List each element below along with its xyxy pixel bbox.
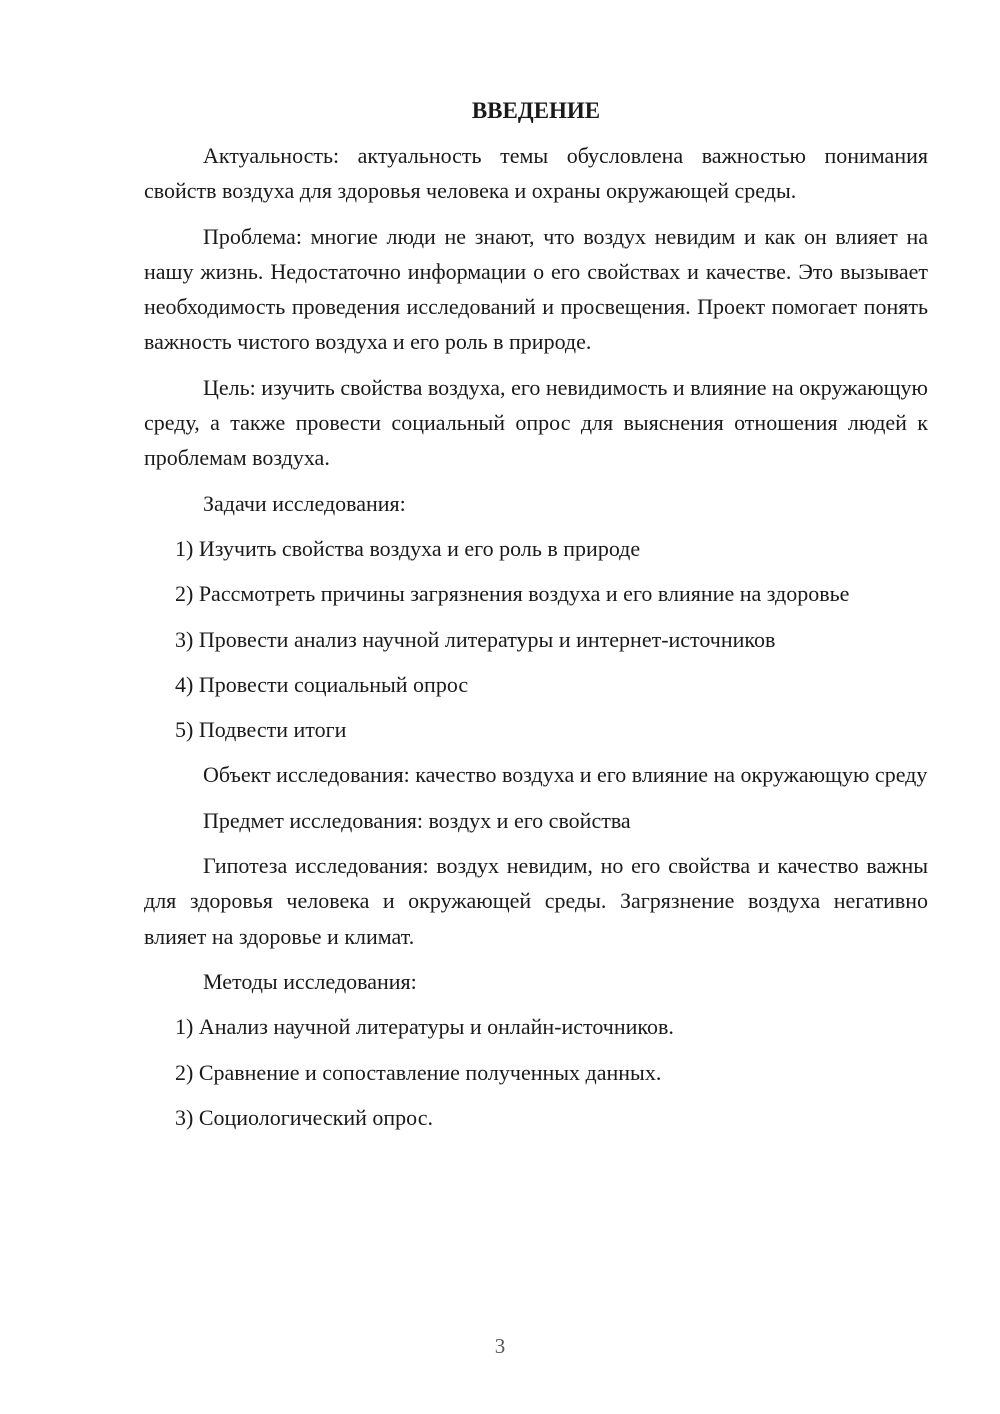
task-item: 5) Подвести итоги: [175, 717, 347, 743]
hypothesis-paragraph: Гипотеза исследования: воздух невидим, но его свойства и качество важны для здоровья человека и окружающей среды. Загрязнение воздуха негативно влияет на здоровье и климат.: [144, 853, 928, 949]
object-paragraph: Объект исследования: качество воздуха и его влияние на окружающую среду: [203, 762, 928, 788]
task-item: 4) Провести социальный опрос: [175, 671, 469, 697]
tasks-heading: Задачи исследования:: [203, 490, 406, 516]
method-item: 2) Сравнение и сопоставление полученных данных.: [175, 1059, 662, 1085]
page-title: ВВЕДЕНИЕ: [471, 98, 601, 123]
goal-paragraph: Цель: изучить свойства воздуха, его невидимость и влияние на окружающую среду, а также провести социальный опрос для выяснения отношения людей к проблемам воздуха.: [144, 374, 928, 471]
page-number: 3: [494, 1334, 506, 1358]
document-page: [144, 93, 928, 1145]
method-item: 3) Социологический опрос.: [175, 1104, 433, 1130]
task-item: 3) Провести анализ научной литературы и интернет-источников: [175, 626, 776, 652]
problem-paragraph: Проблема: многие люди не знают, что воздух невидим и как он влияет на нашу жизнь. Недостаточно информации о его свойствах и качестве. Это вызывает необходимость проведения исследований и просвещения. Проект помогает понять важность чистого воздуха и его роль в природе.: [144, 223, 928, 355]
subject-paragraph: Предмет исследования: воздух и его свойства: [203, 807, 631, 833]
relevance-paragraph: Актуальность: актуальность темы обусловлена важностью понимания свойств воздуха для здоровья человека и охраны окружающей среды.: [144, 143, 928, 204]
task-item: 1) Изучить свойства воздуха и его роль в природе: [175, 535, 641, 561]
task-item: 2) Рассмотреть причины загрязнения воздуха и его влияние на здоровье: [175, 581, 850, 607]
methods-heading: Методы исследования:: [203, 968, 417, 994]
method-item: 1) Анализ научной литературы и онлайн-источников.: [175, 1014, 674, 1040]
